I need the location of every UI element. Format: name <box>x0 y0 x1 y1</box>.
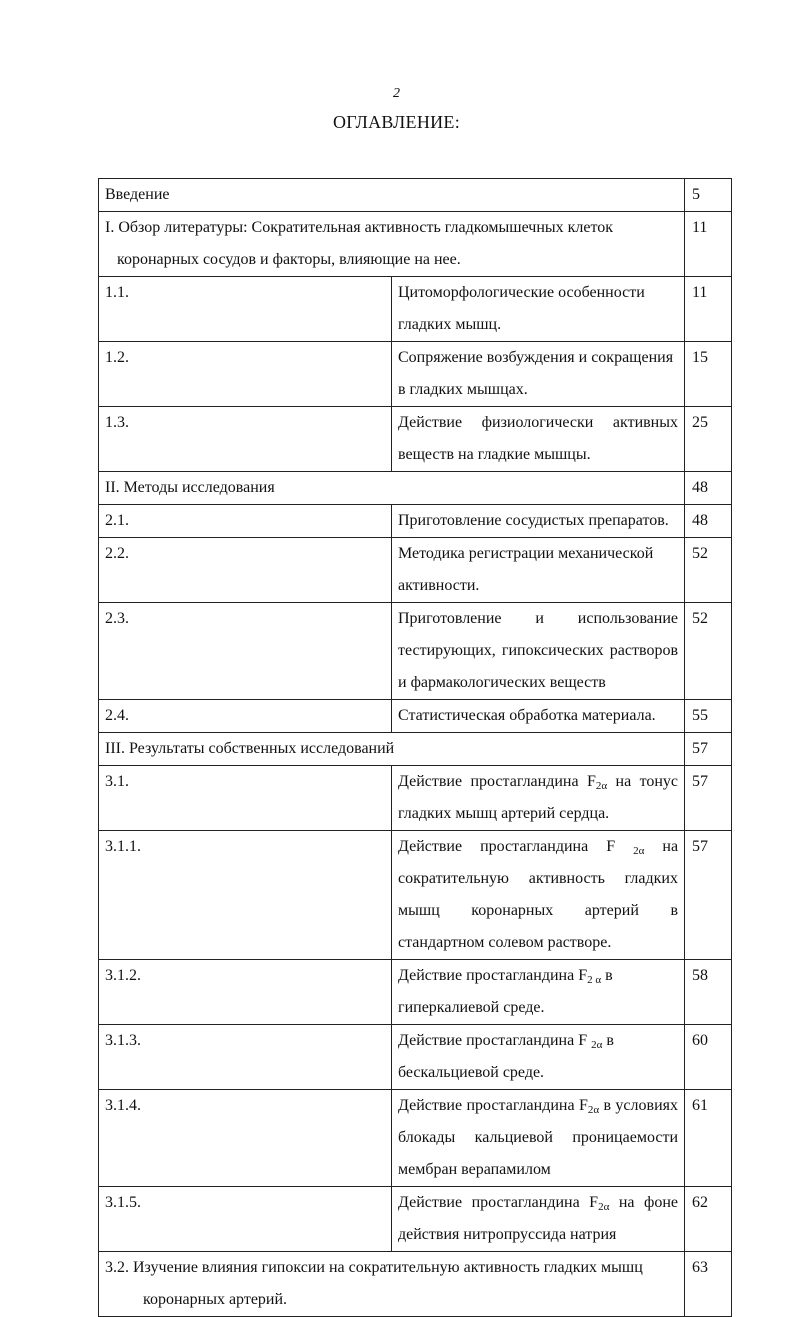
toc-page-number: 52 <box>685 538 732 603</box>
toc-row-section-3 <box>99 733 732 766</box>
toc-page-number: 57 <box>685 733 732 766</box>
toc-page-number: 60 <box>685 1025 732 1090</box>
toc-entry-number: 1.2. <box>99 342 392 407</box>
toc-page-number: 57 <box>685 766 732 831</box>
toc-row-3-2 <box>99 1252 732 1317</box>
toc-page-number: 55 <box>685 700 732 733</box>
toc-entry-text: Действие простагландина $F_{2 \alpha}$ в гиперкалиевой среде. <box>392 960 685 1025</box>
toc-row-section-2 <box>99 472 732 505</box>
toc-page-number: 25 <box>685 407 732 472</box>
toc-page-number: 61 <box>685 1090 732 1187</box>
toc-page-number: 62 <box>685 1187 732 1252</box>
toc-row-3-1-5 <box>99 1187 732 1252</box>
toc-entry-number: 3.1.3. <box>99 1025 392 1090</box>
toc-row-1-1 <box>99 277 732 342</box>
toc-entry-text: Действие простагландина F $_{2\alpha}$ в бескальциевой среде. <box>392 1025 685 1090</box>
toc-row-3-1-3 <box>99 1025 732 1090</box>
toc-entry-number: 1.3. <box>99 407 392 472</box>
toc-entry-text: Цитоморфологические особенности гладких мышц. <box>392 277 685 342</box>
toc-page-number: 58 <box>685 960 732 1025</box>
toc-page-number: 57 <box>685 831 732 960</box>
toc-entry-text: I. Обзор литературы: Сократительная активность гладкомышечных клеток коронарных сосудов и факторы, влияющие на нее. <box>99 212 685 277</box>
toc-row-3-1-4 <box>99 1090 732 1187</box>
toc-entry-number: 3.1.5. <box>99 1187 392 1252</box>
toc-page-number: 52 <box>685 603 732 700</box>
toc-entry-text: Приготовление сосудистых препаратов. <box>392 505 685 538</box>
toc-row-2-3 <box>99 603 732 700</box>
toc-entry-text: 3.2. Изучение влияния гипоксии на сократительную активность гладких мышц коронарных артерий. <box>99 1252 685 1317</box>
toc-row-1-2 <box>99 342 732 407</box>
toc-entry-number: 2.1. <box>99 505 392 538</box>
toc-entry-text: II. Методы исследования <box>99 472 685 505</box>
toc-entry-text: Действие простагландина $F_{2\alpha}$ в условиях блокады кальциевой проницаемости мембран верапамилом <box>392 1090 685 1187</box>
toc-entry-text: Приготовление и использование тестирующих, гипоксических растворов и фармакологических веществ <box>392 603 685 700</box>
toc-entry-text: Действие простагландина $F_{2\alpha}$ на фоне действия нитропруссида натрия <box>392 1187 685 1252</box>
toc-page-number: 63 <box>685 1252 732 1317</box>
toc-row-3-1-2 <box>99 960 732 1025</box>
table-of-contents <box>98 178 732 1317</box>
toc-row-3-1 <box>99 766 732 831</box>
page-number: 2 <box>393 86 400 101</box>
toc-entry-number: 2.4. <box>99 700 392 733</box>
toc-entry-text: III. Результаты собственных исследований <box>99 733 685 766</box>
toc-entry-number: 2.3. <box>99 603 392 700</box>
toc-entry-text: Введение <box>99 179 685 212</box>
toc-page-number: 11 <box>685 212 732 277</box>
toc-page-number: 15 <box>685 342 732 407</box>
toc-page-number: 48 <box>685 472 732 505</box>
toc-entry-text: Действие простагландина F $_{2\alpha}$ на сократительную активность гладких мышц коронарных артерий в стандартном солевом растворе. <box>392 831 685 960</box>
toc-entry-number: 3.1.4. <box>99 1090 392 1187</box>
toc-entry-text: Сопряжение возбуждения и сокращения в гладких мышцах. <box>392 342 685 407</box>
toc-entry-number: 3.1. <box>99 766 392 831</box>
toc-row-section-1 <box>99 212 732 277</box>
toc-entry-text: Действие простагландина $F_{2\alpha}$ на тонус гладких мышц артерий сердца. <box>392 766 685 831</box>
toc-entry-number: 1.1. <box>99 277 392 342</box>
page-title: ОГЛАВЛЕНИЕ: <box>332 112 461 132</box>
toc-page-number: 11 <box>685 277 732 342</box>
toc-entry-text: Методика регистрации механической активности. <box>392 538 685 603</box>
toc-row-2-2 <box>99 538 732 603</box>
toc-row-1-3 <box>99 407 732 472</box>
toc-entry-number: 3.1.1. <box>99 831 392 960</box>
toc-entry-number: 3.1.2. <box>99 960 392 1025</box>
toc-entry-text: Действие физиологически активных веществ на гладкие мышцы. <box>392 407 685 472</box>
toc-entry-text: Статистическая обработка материала. <box>392 700 685 733</box>
toc-entry-number: 2.2. <box>99 538 392 603</box>
toc-row-2-4 <box>99 700 732 733</box>
toc-page-number: 48 <box>685 505 732 538</box>
toc-row-introduction <box>99 179 732 212</box>
toc-row-3-1-1 <box>99 831 732 960</box>
toc-row-2-1 <box>99 505 732 538</box>
toc-page-number: 5 <box>685 179 732 212</box>
